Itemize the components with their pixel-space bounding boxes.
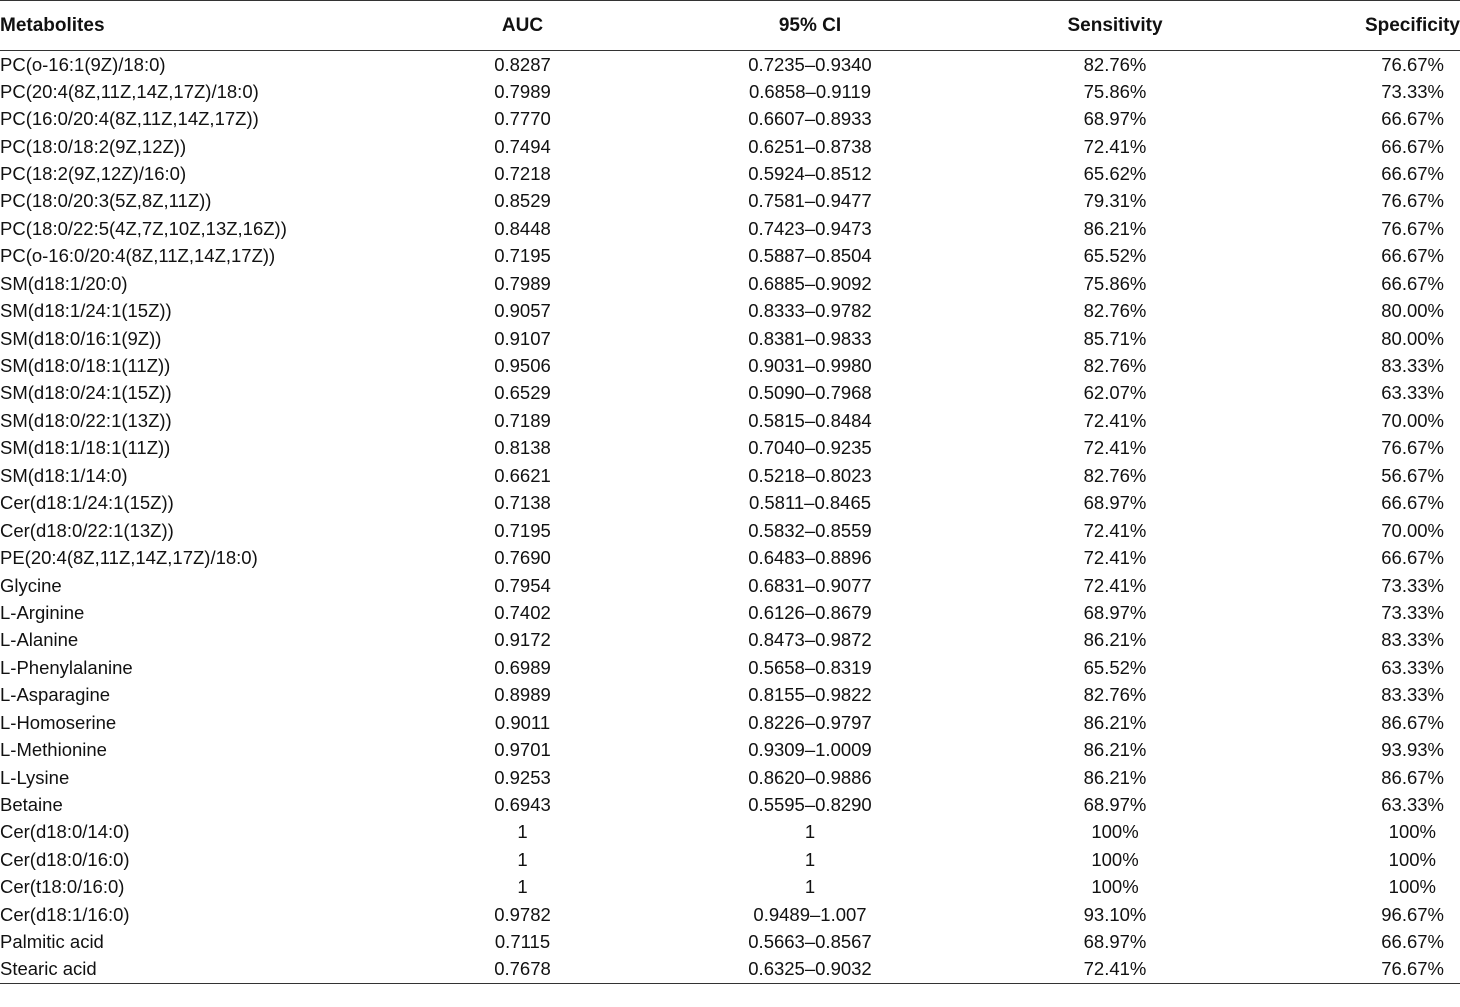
table-row — [0, 736, 1460, 763]
cell-ci: 0.9309–1.0009 — [748, 739, 872, 761]
cell-auc: 0.9172 — [494, 629, 551, 651]
cell-ci: 0.6831–0.9077 — [748, 574, 872, 596]
cell-auc: 0.9057 — [494, 300, 551, 322]
cell-specificity: 66.67% — [1381, 245, 1444, 267]
cell-metabolite: L-Alanine — [0, 629, 79, 651]
cell-auc: 0.9506 — [494, 355, 551, 377]
cell-auc: 0.6621 — [494, 464, 551, 486]
cell-ci: 0.5090–0.7968 — [748, 382, 872, 404]
cell-specificity: 56.67% — [1381, 464, 1444, 486]
cell-specificity: 80.00% — [1381, 300, 1444, 322]
cell-specificity: 70.00% — [1381, 409, 1444, 431]
table-row — [0, 791, 1460, 818]
cell-sensitivity: 75.86% — [1083, 80, 1147, 102]
table-row — [0, 819, 1460, 846]
cell-specificity: 80.00% — [1381, 327, 1444, 349]
cell-ci: 1 — [804, 876, 816, 898]
cell-sensitivity: 86.21% — [1083, 629, 1147, 651]
cell-metabolite: Glycine — [0, 574, 62, 596]
cell-sensitivity: 72.41% — [1083, 409, 1147, 431]
table-row — [0, 901, 1460, 928]
cell-sensitivity: 86.21% — [1083, 217, 1147, 239]
cell-ci: 0.8473–0.9872 — [748, 629, 872, 651]
cell-ci: 1 — [804, 821, 816, 843]
cell-ci: 0.7581–0.9477 — [748, 190, 872, 212]
cell-specificity: 83.33% — [1381, 629, 1444, 651]
cell-ci: 0.6607–0.8933 — [748, 108, 872, 130]
cell-specificity: 73.33% — [1381, 574, 1444, 596]
cell-auc: 0.7195 — [494, 519, 551, 541]
cell-auc: 0.9701 — [494, 739, 551, 761]
table-row — [0, 490, 1460, 517]
cell-specificity: 70.00% — [1381, 519, 1444, 541]
cell-ci: 0.5832–0.8559 — [748, 519, 872, 541]
cell-metabolite: Cer(t18:0/16:0) — [0, 876, 125, 898]
cell-ci: 0.6251–0.8738 — [748, 135, 872, 157]
cell-specificity: 76.67% — [1381, 190, 1444, 212]
table-row — [0, 380, 1460, 407]
cell-ci: 0.5663–0.8567 — [748, 931, 872, 953]
cell-auc: 0.8448 — [494, 217, 551, 239]
cell-metabolite: SM(d18:1/14:0) — [0, 464, 128, 486]
cell-auc: 0.8138 — [494, 437, 551, 459]
cell-metabolite: Palmitic acid — [0, 931, 104, 953]
table-row — [0, 105, 1460, 132]
cell-auc: 0.6943 — [494, 794, 551, 816]
cell-specificity: 86.67% — [1381, 711, 1444, 733]
cell-ci: 0.5811–0.8465 — [748, 492, 872, 514]
cell-specificity: 76.67% — [1235, 956, 1460, 983]
cell-ci: 0.6858–0.9119 — [748, 80, 872, 102]
cell-specificity: 66.67% — [1381, 492, 1444, 514]
cell-metabolite: Cer(d18:0/14:0) — [0, 821, 130, 843]
table-row — [0, 407, 1460, 434]
cell-ci: 0.9489–1.007 — [753, 903, 867, 925]
cell-sensitivity: 68.97% — [1083, 108, 1147, 130]
cell-auc: 0.9253 — [494, 766, 551, 788]
cell-sensitivity: 68.97% — [1083, 931, 1147, 953]
cell-sensitivity: 68.97% — [1083, 601, 1147, 623]
cell-auc: 0.9107 — [494, 327, 551, 349]
table-row — [0, 78, 1460, 105]
cell-sensitivity: 72.41% — [1083, 547, 1147, 569]
table-row — [0, 599, 1460, 626]
cell-ci: 0.7040–0.9235 — [748, 437, 872, 459]
cell-auc: 0.7195 — [494, 245, 551, 267]
cell-sensitivity: 82.76% — [1083, 53, 1147, 75]
cell-specificity: 93.93% — [1381, 739, 1444, 761]
table-row — [0, 160, 1460, 187]
table-row — [0, 544, 1460, 571]
cell-ci: 0.8381–0.9833 — [748, 327, 872, 349]
cell-sensitivity: 75.86% — [1083, 272, 1147, 294]
cell-ci: 0.8155–0.9822 — [748, 684, 872, 706]
cell-specificity: 66.67% — [1381, 162, 1444, 184]
cell-sensitivity: 86.21% — [1083, 739, 1147, 761]
cell-auc: 0.7678 — [420, 956, 625, 983]
cell-auc: 0.6529 — [494, 382, 551, 404]
cell-sensitivity: 65.62% — [1083, 162, 1147, 184]
table-row — [0, 51, 1460, 78]
cell-specificity: 63.33% — [1381, 382, 1444, 404]
cell-specificity: 83.33% — [1381, 684, 1444, 706]
table-row — [0, 462, 1460, 489]
cell-ci: 0.9031–0.9980 — [748, 355, 872, 377]
cell-ci: 0.6885–0.9092 — [748, 272, 872, 294]
table-row — [0, 654, 1460, 681]
cell-sensitivity: 93.10% — [1083, 903, 1147, 925]
cell-ci: 0.5658–0.8319 — [748, 656, 872, 678]
cell-specificity: 66.67% — [1381, 272, 1444, 294]
cell-sensitivity: 100% — [1091, 821, 1139, 843]
cell-metabolite: PE(20:4(8Z,11Z,14Z,17Z)/18:0) — [0, 547, 258, 569]
cell-sensitivity: 85.71% — [1083, 327, 1147, 349]
cell-metabolite: L-Methionine — [0, 739, 107, 761]
table-row — [0, 517, 1460, 544]
cell-auc: 0.7989 — [494, 80, 551, 102]
cell-ci: 1 — [804, 848, 816, 870]
cell-auc: 0.7115 — [494, 931, 551, 953]
cell-sensitivity: 68.97% — [1083, 794, 1147, 816]
cell-metabolite: PC(18:2(9Z,12Z)/16:0) — [0, 162, 187, 184]
cell-auc: 0.7218 — [494, 162, 551, 184]
cell-metabolite: SM(d18:0/24:1(15Z)) — [0, 382, 172, 404]
cell-metabolite: Cer(d18:1/16:0) — [0, 903, 130, 925]
cell-metabolite: SM(d18:1/24:1(15Z)) — [0, 300, 172, 322]
cell-metabolite: SM(d18:0/16:1(9Z)) — [0, 327, 162, 349]
table-row — [0, 709, 1460, 736]
cell-auc: 0.7989 — [494, 272, 551, 294]
cell-ci: 0.6126–0.8679 — [748, 601, 872, 623]
cell-ci: 0.8333–0.9782 — [748, 300, 872, 322]
header-ci: 95% CI — [625, 1, 995, 51]
cell-metabolite: SM(d18:1/20:0) — [0, 272, 128, 294]
table-row — [0, 325, 1460, 352]
table-row — [0, 956, 1460, 983]
cell-auc: 1 — [517, 848, 528, 870]
cell-metabolite: SM(d18:1/18:1(11Z)) — [0, 437, 171, 459]
cell-sensitivity: 65.52% — [1083, 656, 1147, 678]
cell-sensitivity: 72.41% — [1083, 437, 1147, 459]
table-row — [0, 572, 1460, 599]
cell-sensitivity: 68.97% — [1083, 492, 1147, 514]
cell-metabolite: Betaine — [0, 794, 63, 816]
cell-sensitivity: 82.76% — [1083, 300, 1147, 322]
cell-specificity: 83.33% — [1381, 355, 1444, 377]
table-row — [0, 352, 1460, 379]
table-row — [0, 435, 1460, 462]
header-auc: AUC — [420, 1, 625, 51]
cell-metabolite: Cer(d18:0/16:0) — [0, 848, 130, 870]
cell-ci: 0.5887–0.8504 — [748, 245, 872, 267]
cell-ci: 0.5218–0.8023 — [748, 464, 872, 486]
cell-ci: 0.8226–0.9797 — [748, 711, 872, 733]
cell-metabolite: L-Lysine — [0, 766, 70, 788]
cell-sensitivity: 86.21% — [1083, 711, 1147, 733]
cell-metabolite: PC(18:0/20:3(5Z,8Z,11Z)) — [0, 190, 212, 212]
cell-metabolite: SM(d18:0/18:1(11Z)) — [0, 355, 171, 377]
cell-sensitivity: 65.52% — [1083, 245, 1147, 267]
cell-auc: 0.8287 — [494, 53, 551, 75]
cell-auc: 1 — [517, 876, 528, 898]
cell-specificity: 100% — [1388, 876, 1436, 898]
table-row — [0, 133, 1460, 160]
cell-specificity: 100% — [1388, 848, 1436, 870]
cell-metabolite: PC(18:0/22:5(4Z,7Z,10Z,13Z,16Z)) — [0, 217, 287, 239]
cell-ci: 0.6325–0.9032 — [625, 956, 995, 983]
cell-auc: 0.9782 — [494, 903, 551, 925]
cell-sensitivity: 86.21% — [1083, 766, 1147, 788]
cell-auc: 0.8989 — [494, 684, 551, 706]
cell-metabolite: PC(18:0/18:2(9Z,12Z)) — [0, 135, 187, 157]
table-row — [0, 188, 1460, 215]
cell-metabolite: PC(o-16:1(9Z)/18:0) — [0, 53, 166, 75]
table-row — [0, 297, 1460, 324]
cell-ci: 0.6483–0.8896 — [748, 547, 872, 569]
cell-specificity: 73.33% — [1381, 80, 1444, 102]
table-row — [0, 846, 1460, 873]
table-row — [0, 270, 1460, 297]
cell-sensitivity: 100% — [1091, 876, 1139, 898]
cell-auc: 0.6989 — [494, 656, 551, 678]
table-row — [0, 929, 1460, 956]
cell-ci: 0.7235–0.9340 — [748, 53, 872, 75]
cell-specificity: 76.67% — [1381, 53, 1444, 75]
header-specificity: Specificity — [1235, 1, 1460, 51]
table-row — [0, 627, 1460, 654]
cell-sensitivity: 62.07% — [1083, 382, 1147, 404]
cell-auc: 0.7494 — [494, 135, 551, 157]
cell-specificity: 63.33% — [1381, 794, 1444, 816]
cell-metabolite: L-Asparagine — [0, 684, 111, 706]
cell-ci: 0.5595–0.8290 — [748, 794, 872, 816]
table-row — [0, 243, 1460, 270]
cell-specificity: 76.67% — [1381, 437, 1444, 459]
cell-specificity: 76.67% — [1381, 217, 1444, 239]
cell-auc: 0.7770 — [494, 108, 551, 130]
cell-specificity: 63.33% — [1381, 656, 1444, 678]
cell-specificity: 66.67% — [1381, 135, 1444, 157]
cell-sensitivity: 72.41% — [1083, 519, 1147, 541]
cell-specificity: 96.67% — [1381, 903, 1444, 925]
cell-sensitivity: 82.76% — [1083, 464, 1147, 486]
cell-metabolite: L-Homoserine — [0, 711, 117, 733]
cell-metabolite: L-Arginine — [0, 601, 85, 623]
cell-sensitivity: 72.41% — [995, 956, 1235, 983]
cell-specificity: 100% — [1388, 821, 1436, 843]
cell-auc: 0.8529 — [494, 190, 551, 212]
cell-specificity: 66.67% — [1381, 108, 1444, 130]
cell-metabolite: SM(d18:0/22:1(13Z)) — [0, 409, 172, 431]
cell-metabolite: PC(o-16:0/20:4(8Z,11Z,14Z,17Z)) — [0, 245, 276, 267]
table-header-row — [0, 1, 1460, 51]
cell-ci: 0.7423–0.9473 — [748, 217, 872, 239]
cell-metabolite: PC(16:0/20:4(8Z,11Z,14Z,17Z)) — [0, 108, 259, 130]
table-row — [0, 874, 1460, 901]
cell-specificity: 66.67% — [1381, 931, 1444, 953]
cell-metabolite: Stearic acid — [0, 956, 420, 983]
cell-sensitivity: 82.76% — [1083, 355, 1147, 377]
cell-auc: 0.7402 — [494, 601, 551, 623]
cell-ci: 0.5815–0.8484 — [748, 409, 872, 431]
cell-sensitivity: 100% — [1091, 848, 1139, 870]
cell-specificity: 73.33% — [1381, 601, 1444, 623]
cell-metabolite: L-Phenylalanine — [0, 656, 133, 678]
cell-auc: 0.9011 — [494, 711, 551, 733]
table-body — [0, 51, 1460, 984]
cell-ci: 0.5924–0.8512 — [748, 162, 872, 184]
cell-metabolite: Cer(d18:1/24:1(15Z)) — [0, 492, 174, 514]
cell-specificity: 86.67% — [1381, 766, 1444, 788]
cell-auc: 0.7138 — [494, 492, 551, 514]
cell-ci: 0.8620–0.9886 — [748, 766, 872, 788]
cell-metabolite: PC(20:4(8Z,11Z,14Z,17Z)/18:0) — [0, 80, 259, 102]
cell-sensitivity: 79.31% — [1083, 190, 1147, 212]
header-metabolites: Metabolites — [0, 1, 420, 51]
cell-auc: 0.7189 — [494, 409, 551, 431]
header-sensitivity: Sensitivity — [995, 1, 1235, 51]
table-row — [0, 682, 1460, 709]
cell-metabolite: Cer(d18:0/22:1(13Z)) — [0, 519, 174, 541]
cell-auc: 0.7690 — [494, 547, 551, 569]
table-row — [0, 764, 1460, 791]
cell-sensitivity: 72.41% — [1083, 135, 1147, 157]
cell-specificity: 66.67% — [1381, 547, 1444, 569]
cell-auc: 1 — [517, 821, 528, 843]
cell-auc: 0.7954 — [494, 574, 551, 596]
cell-sensitivity: 82.76% — [1083, 684, 1147, 706]
table-row — [0, 215, 1460, 242]
cell-sensitivity: 72.41% — [1083, 574, 1147, 596]
